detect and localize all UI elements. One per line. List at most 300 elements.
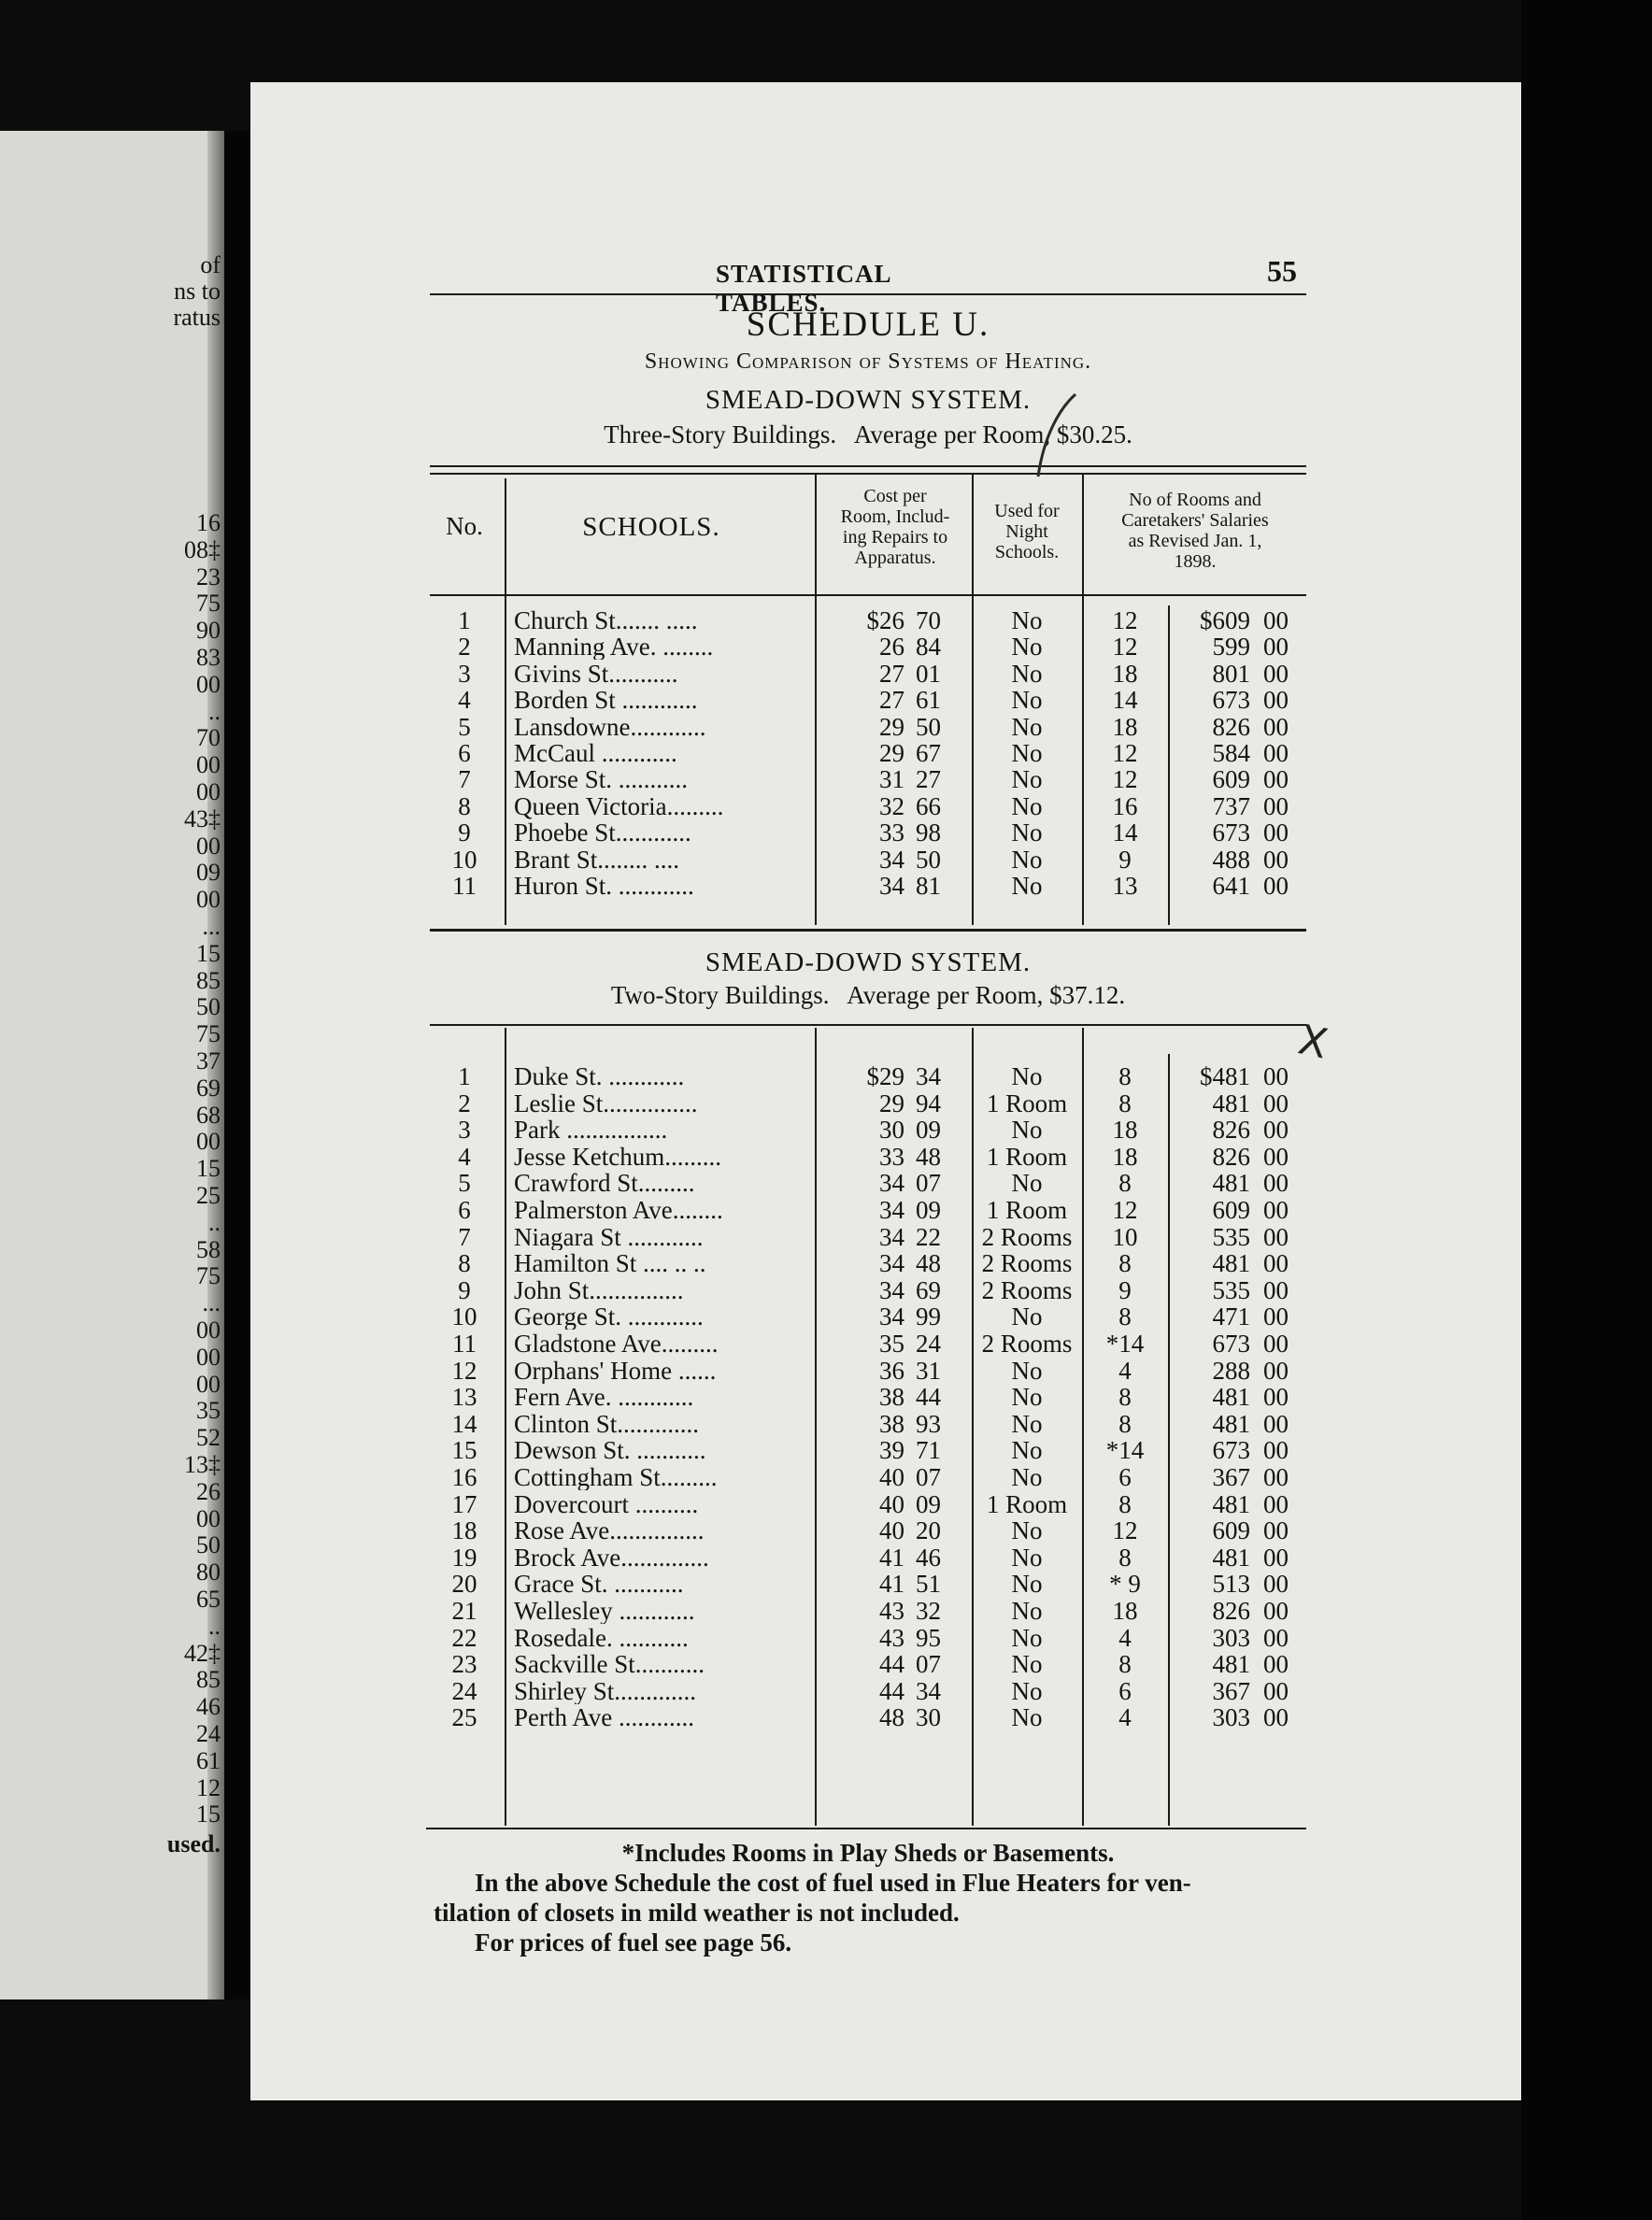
col-divider	[505, 478, 506, 925]
school-name: Huron St. ............	[514, 873, 694, 899]
cost-dollars: 48	[879, 1703, 904, 1732]
salary-dollars: 288	[1212, 1356, 1250, 1385]
cost-dollars: 43	[879, 1623, 904, 1652]
room-count: 8	[1118, 1062, 1132, 1090]
salary-cents: 00	[1263, 872, 1289, 900]
salary-cents: 00	[1263, 1089, 1289, 1117]
salary-dollars: $609	[1200, 606, 1250, 634]
room-count: 8	[1118, 1489, 1132, 1518]
running-head: STATISTICAL TABLES.	[716, 260, 891, 317]
header-bottom-rule	[430, 594, 1306, 596]
left-margin-value: 00	[196, 1316, 221, 1344]
salary-cents: 00	[1263, 606, 1289, 634]
night-school-use: No	[1011, 872, 1043, 900]
row-number: 3	[458, 1116, 471, 1145]
school-name: Orphans' Home ......	[514, 1357, 717, 1384]
col-header-cost-line: Cost per	[863, 486, 927, 506]
night-school-use: No	[1011, 1543, 1043, 1572]
page-number: 55	[1267, 254, 1297, 288]
cost-cents: 20	[916, 1516, 941, 1545]
cost-dollars: 40	[879, 1516, 904, 1545]
cost-cents: 34	[916, 1676, 941, 1705]
col-header-rooms-line: 1898.	[1174, 551, 1217, 572]
left-margin-value: 80	[196, 1558, 221, 1587]
school-name: Shirley St.............	[514, 1677, 697, 1704]
col-header-rooms-line: as Revised Jan. 1,	[1128, 531, 1262, 551]
cost-dollars: 29	[879, 712, 904, 741]
row-number: 25	[451, 1703, 477, 1732]
cost-dollars: 38	[879, 1409, 904, 1438]
night-school-use: No	[1011, 1463, 1043, 1491]
room-count: 8	[1118, 1650, 1132, 1679]
left-margin-value: 46	[196, 1693, 221, 1721]
room-count: 8	[1118, 1302, 1132, 1331]
left-margin-header-line: of	[200, 251, 221, 278]
left-margin-value: 52	[196, 1424, 221, 1452]
section1-subheading: Three-Story Buildings. Average per Room, $30.25.	[604, 420, 1132, 448]
left-margin-value: 43‡	[184, 804, 221, 832]
cost-cents: 27	[916, 765, 941, 794]
footnote-asterisk: *Includes Rooms in Play Sheds or Basements.	[621, 1839, 1115, 1867]
school-name: Morse St. ...........	[514, 766, 689, 793]
row-number: 20	[451, 1570, 477, 1599]
room-count: 4	[1118, 1356, 1132, 1385]
footnote-note-line1: In the above Schedule the cost of fuel used in Flue Heaters for ven-	[475, 1869, 1191, 1897]
cost-cents: 31	[916, 1356, 941, 1385]
cost-cents: 48	[916, 1142, 941, 1171]
school-name: Park ................	[514, 1117, 668, 1144]
left-margin-value: ...	[202, 913, 221, 940]
salary-cents: 00	[1263, 1116, 1289, 1145]
salary-cents: 00	[1263, 712, 1289, 741]
row-number: 21	[451, 1597, 477, 1625]
cost-cents: 66	[916, 791, 941, 820]
row-number: 14	[451, 1409, 477, 1438]
cost-cents: 46	[916, 1543, 941, 1572]
left-margin-value: 16	[196, 509, 221, 536]
row-number: 15	[451, 1436, 477, 1465]
cost-dollars: 34	[879, 1275, 904, 1304]
night-school-use: No	[1011, 712, 1043, 741]
left-margin-value: ..	[208, 1208, 221, 1236]
night-school-use: 1 Room	[986, 1489, 1068, 1518]
school-name: Palmerston Ave........	[514, 1197, 723, 1223]
cost-dollars: 26	[879, 633, 904, 662]
cost-cents: 09	[916, 1489, 941, 1518]
cost-dollars: 27	[879, 686, 904, 715]
salary-cents: 00	[1263, 1062, 1289, 1090]
cost-cents: 24	[916, 1330, 941, 1358]
row-number: 5	[458, 712, 471, 741]
salary-dollars: 609	[1212, 1196, 1250, 1224]
salary-dollars: 367	[1212, 1676, 1250, 1705]
left-margin-header-line: ratus	[173, 304, 221, 331]
left-margin-value: 42‡	[184, 1639, 221, 1667]
salary-cents: 00	[1263, 1222, 1289, 1251]
room-count: 16	[1112, 791, 1138, 820]
cost-cents: 70	[916, 606, 941, 634]
salary-cents: 00	[1263, 1650, 1289, 1679]
salary-cents: 00	[1263, 1463, 1289, 1491]
row-number: 2	[458, 633, 471, 662]
salary-dollars: 471	[1212, 1302, 1250, 1331]
salary-dollars: 737	[1212, 791, 1250, 820]
night-school-use: No	[1011, 633, 1043, 662]
cost-cents: 69	[916, 1275, 941, 1304]
school-name: Brock Ave..............	[514, 1544, 709, 1571]
night-school-use: No	[1011, 1570, 1043, 1599]
salary-cents: 00	[1263, 1169, 1289, 1198]
col-header-cost-line: Apparatus.	[854, 548, 936, 568]
left-margin-value: 85	[196, 966, 221, 994]
left-margin-value: 58	[196, 1235, 221, 1263]
cost-dollars: 44	[879, 1650, 904, 1679]
row-number: 4	[458, 686, 471, 715]
school-name: Jesse Ketchum.........	[514, 1143, 721, 1170]
room-count: 14	[1112, 818, 1138, 847]
salary-cents: 00	[1263, 1330, 1289, 1358]
salary-dollars: 673	[1212, 1330, 1250, 1358]
col-divider	[505, 1028, 506, 1826]
night-school-use: No	[1011, 1062, 1043, 1090]
left-margin-value: 23	[196, 562, 221, 591]
school-name: Brant St........ ....	[514, 846, 680, 873]
left-margin-value: 50	[196, 1531, 221, 1559]
table-top-rule-2	[430, 473, 1306, 475]
school-name: Cottingham St.........	[514, 1464, 718, 1490]
cost-dollars: 41	[879, 1543, 904, 1572]
left-margin-value: 09	[196, 859, 221, 887]
left-margin-value: 00	[196, 751, 221, 779]
left-margin-value: 75	[196, 590, 221, 618]
school-name: Crawford St.........	[514, 1170, 695, 1197]
col-header-cost-line: Room, Includ-	[840, 506, 950, 527]
night-school-use: No	[1011, 1623, 1043, 1652]
cost-dollars: 29	[879, 739, 904, 767]
cost-dollars: 39	[879, 1436, 904, 1465]
row-number: 10	[451, 1302, 477, 1331]
cost-cents: 09	[916, 1116, 941, 1145]
room-count: 6	[1118, 1676, 1132, 1705]
night-school-use: No	[1011, 1116, 1043, 1145]
salary-cents: 00	[1263, 1275, 1289, 1304]
left-margin-value: 85	[196, 1666, 221, 1694]
school-name: McCaul ............	[514, 740, 677, 766]
row-number: 7	[458, 1222, 471, 1251]
school-name: Sackville St...........	[514, 1651, 705, 1678]
cost-cents: 94	[916, 1089, 941, 1117]
salary-dollars: 481	[1212, 1249, 1250, 1278]
night-school-use: 2 Rooms	[981, 1222, 1073, 1251]
document-page	[250, 82, 1521, 2100]
school-name: Wellesley ............	[514, 1598, 695, 1624]
night-school-use: No	[1011, 1356, 1043, 1385]
night-school-use: No	[1011, 1383, 1043, 1412]
room-count: 12	[1112, 765, 1138, 794]
school-name: Queen Victoria.........	[514, 792, 724, 819]
salary-cents: 00	[1263, 1516, 1289, 1545]
row-number: 2	[458, 1089, 471, 1117]
salary-dollars: 513	[1212, 1570, 1250, 1599]
row-number: 1	[458, 606, 471, 634]
left-margin-value: 00	[196, 1128, 221, 1156]
cost-cents: 22	[916, 1222, 941, 1251]
row-number: 16	[451, 1463, 477, 1491]
left-margin-value: 37	[196, 1047, 221, 1074]
table-top-rule	[430, 465, 1306, 467]
room-count: 8	[1118, 1249, 1132, 1278]
left-margin-value: 00	[196, 670, 221, 698]
night-school-use: 2 Rooms	[981, 1249, 1073, 1278]
left-margin-value: 13‡	[184, 1451, 221, 1478]
left-margin-value: 75	[196, 1020, 221, 1048]
salary-dollars: 303	[1212, 1703, 1250, 1732]
left-margin-value: 25	[196, 1182, 221, 1209]
col-header-no: No.	[446, 512, 483, 540]
night-school-use: No	[1011, 686, 1043, 715]
row-number: 3	[458, 659, 471, 688]
left-margin-value: ..	[208, 1612, 221, 1640]
col-divider	[1082, 475, 1084, 925]
left-margin-value: 12	[196, 1773, 221, 1801]
night-school-use: No	[1011, 1650, 1043, 1679]
school-name: Duke St. ............	[514, 1063, 685, 1089]
footnote-prices: For prices of fuel see page 56.	[475, 1928, 792, 1957]
cost-cents: 01	[916, 659, 941, 688]
room-count: 8	[1118, 1383, 1132, 1412]
night-school-use: No	[1011, 606, 1043, 634]
salary-dollars: 641	[1212, 872, 1250, 900]
row-number: 10	[451, 845, 477, 874]
cost-dollars: 29	[879, 1089, 904, 1117]
salary-cents: 00	[1263, 1409, 1289, 1438]
cost-dollars: $29	[866, 1062, 904, 1090]
cost-dollars: 44	[879, 1676, 904, 1705]
room-count: 12	[1112, 606, 1138, 634]
cost-dollars: 34	[879, 1249, 904, 1278]
left-margin-value: 00	[196, 886, 221, 914]
salary-dollars: 801	[1212, 659, 1250, 688]
room-count: 9	[1118, 1275, 1132, 1304]
salary-dollars: 673	[1212, 1436, 1250, 1465]
room-count: 8	[1118, 1089, 1132, 1117]
cost-cents: 44	[916, 1383, 941, 1412]
section2-subheading: Two-Story Buildings. Average per Room, $37.12.	[610, 981, 1126, 1009]
salary-dollars: 826	[1212, 1597, 1250, 1625]
room-count: 13	[1112, 872, 1138, 900]
salary-cents: 00	[1263, 791, 1289, 820]
cost-dollars: 31	[879, 765, 904, 794]
row-number: 1	[458, 1062, 471, 1090]
night-school-use: No	[1011, 1436, 1043, 1465]
cost-cents: 51	[916, 1570, 941, 1599]
cost-cents: 07	[916, 1169, 941, 1198]
salary-cents: 00	[1263, 739, 1289, 767]
salary-dollars: 826	[1212, 712, 1250, 741]
night-school-use: No	[1011, 1409, 1043, 1438]
cost-cents: 93	[916, 1409, 941, 1438]
cost-dollars: 41	[879, 1570, 904, 1599]
night-school-use: No	[1011, 765, 1043, 794]
salary-cents: 00	[1263, 845, 1289, 874]
left-margin-value: ...	[202, 1289, 221, 1317]
cost-dollars: 38	[879, 1383, 904, 1412]
row-number: 8	[458, 791, 471, 820]
school-name: Phoebe St............	[514, 819, 691, 847]
school-name: Rose Ave...............	[514, 1517, 705, 1544]
school-name: Dovercourt ..........	[514, 1490, 699, 1517]
salary-cents: 00	[1263, 765, 1289, 794]
left-margin-value: 24	[196, 1720, 221, 1747]
night-school-use: No	[1011, 1302, 1043, 1331]
room-count: 9	[1118, 845, 1132, 874]
salary-cents: 00	[1263, 818, 1289, 847]
night-school-use: 2 Rooms	[981, 1330, 1073, 1358]
room-count: 12	[1112, 739, 1138, 767]
school-name: Fern Ave. ............	[514, 1384, 694, 1411]
salary-dollars: 481	[1212, 1489, 1250, 1518]
cost-cents: 34	[916, 1062, 941, 1090]
table2-top-rule	[430, 1024, 1306, 1026]
cost-cents: 07	[916, 1650, 941, 1679]
cost-dollars: 36	[879, 1356, 904, 1385]
salary-cents: 00	[1263, 1302, 1289, 1331]
room-count: 4	[1118, 1703, 1132, 1732]
room-count: 8	[1118, 1409, 1132, 1438]
handwritten-pencil-stroke	[1031, 391, 1087, 484]
row-number: 19	[451, 1543, 477, 1572]
left-margin-value: 68	[196, 1101, 221, 1129]
salary-cents: 00	[1263, 1383, 1289, 1412]
school-name: Borden St ............	[514, 687, 698, 714]
row-number: 12	[451, 1356, 477, 1385]
salary-dollars: 826	[1212, 1142, 1250, 1171]
salary-dollars: 481	[1212, 1089, 1250, 1117]
salary-cents: 00	[1263, 1142, 1289, 1171]
left-margin-value: 50	[196, 993, 221, 1021]
night-school-use: No	[1011, 1676, 1043, 1705]
cost-cents: 99	[916, 1302, 941, 1331]
col-header-rooms-line: Caretakers' Salaries	[1121, 510, 1269, 531]
room-count: 8	[1118, 1169, 1132, 1198]
section2-heading: SMEAD-DOWD SYSTEM.	[705, 947, 1032, 977]
left-margin-footer: used.	[166, 1830, 221, 1857]
cost-dollars: 35	[879, 1330, 904, 1358]
school-name: Dewson St. ...........	[514, 1437, 706, 1464]
salary-dollars: 535	[1212, 1222, 1250, 1251]
salary-dollars: 584	[1212, 739, 1250, 767]
row-number: 17	[451, 1489, 477, 1518]
salary-dollars: 481	[1212, 1650, 1250, 1679]
school-name: Niagara St ............	[514, 1223, 704, 1250]
left-margin-value: 90	[196, 617, 221, 645]
col-divider	[1168, 1054, 1170, 1826]
row-number: 22	[451, 1623, 477, 1652]
school-name: Lansdowne............	[514, 713, 706, 740]
cost-cents: 32	[916, 1597, 941, 1625]
school-name: Hamilton St .... .. ..	[514, 1250, 706, 1277]
cost-dollars: 40	[879, 1489, 904, 1518]
night-school-use: No	[1011, 1516, 1043, 1545]
cost-cents: 95	[916, 1623, 941, 1652]
row-number: 6	[458, 1196, 471, 1224]
left-margin-value: 00	[196, 778, 221, 805]
left-margin-value: 75	[196, 1262, 221, 1290]
salary-dollars: 826	[1212, 1116, 1250, 1145]
night-school-use: 2 Rooms	[981, 1275, 1073, 1304]
cost-dollars: 34	[879, 1302, 904, 1331]
night-school-use: No	[1011, 1597, 1043, 1625]
cost-dollars: 34	[879, 872, 904, 900]
cost-cents: 61	[916, 686, 941, 715]
night-school-use: 1 Room	[986, 1142, 1068, 1171]
cost-cents: 50	[916, 712, 941, 741]
col-header-night-line: Used for	[994, 501, 1060, 521]
school-name: Church St....... .....	[514, 607, 698, 633]
cost-dollars: 43	[879, 1597, 904, 1625]
cost-cents: 30	[916, 1703, 941, 1732]
school-name: John St...............	[514, 1276, 684, 1303]
salary-cents: 00	[1263, 659, 1289, 688]
right-background	[1521, 0, 1652, 2220]
row-number: 9	[458, 1275, 471, 1304]
cost-cents: 71	[916, 1436, 941, 1465]
salary-cents: 00	[1263, 1570, 1289, 1599]
salary-cents: 00	[1263, 1543, 1289, 1572]
row-number: 24	[451, 1676, 477, 1705]
col-header-night	[976, 501, 1078, 562]
row-number: 11	[452, 872, 477, 900]
cost-dollars: 34	[879, 845, 904, 874]
room-count: 12	[1112, 1516, 1138, 1545]
col-divider	[1168, 605, 1170, 925]
salary-dollars: 481	[1212, 1409, 1250, 1438]
school-name: Leslie St...............	[514, 1089, 698, 1117]
left-margin-value: 61	[196, 1746, 221, 1774]
room-count: 12	[1112, 1196, 1138, 1224]
room-count: *14	[1105, 1436, 1145, 1465]
cost-cents: 84	[916, 633, 941, 662]
left-margin-value: 15	[196, 939, 221, 967]
night-school-use: No	[1011, 818, 1043, 847]
salary-cents: 00	[1263, 1436, 1289, 1465]
col-header-rooms	[1084, 490, 1306, 572]
schedule-subtitle: Showing Comparison of Systems of Heating.	[644, 349, 1092, 374]
row-number: 18	[451, 1516, 477, 1545]
row-number: 7	[458, 765, 471, 794]
school-name: Givins St...........	[514, 660, 678, 687]
salary-dollars: 673	[1212, 818, 1250, 847]
col-divider	[815, 475, 817, 925]
handwritten-x-mark: X	[1294, 1016, 1332, 1069]
cost-dollars: 33	[879, 818, 904, 847]
salary-dollars: $481	[1200, 1062, 1250, 1090]
room-count: 18	[1112, 1142, 1138, 1171]
room-count: 4	[1118, 1623, 1132, 1652]
night-school-use: No	[1011, 1169, 1043, 1198]
col-header-schools: SCHOOLS.	[582, 512, 720, 542]
left-margin-value: 69	[196, 1074, 221, 1102]
salary-dollars: 481	[1212, 1169, 1250, 1198]
night-school-use: No	[1011, 845, 1043, 874]
row-number: 11	[452, 1330, 477, 1358]
left-margin-value: ..	[208, 697, 221, 725]
school-name: George St. ............	[514, 1303, 704, 1331]
night-school-use: No	[1011, 1703, 1043, 1732]
left-margin-header-line: ns to	[174, 278, 221, 305]
cost-dollars: 34	[879, 1169, 904, 1198]
row-number: 5	[458, 1169, 471, 1198]
